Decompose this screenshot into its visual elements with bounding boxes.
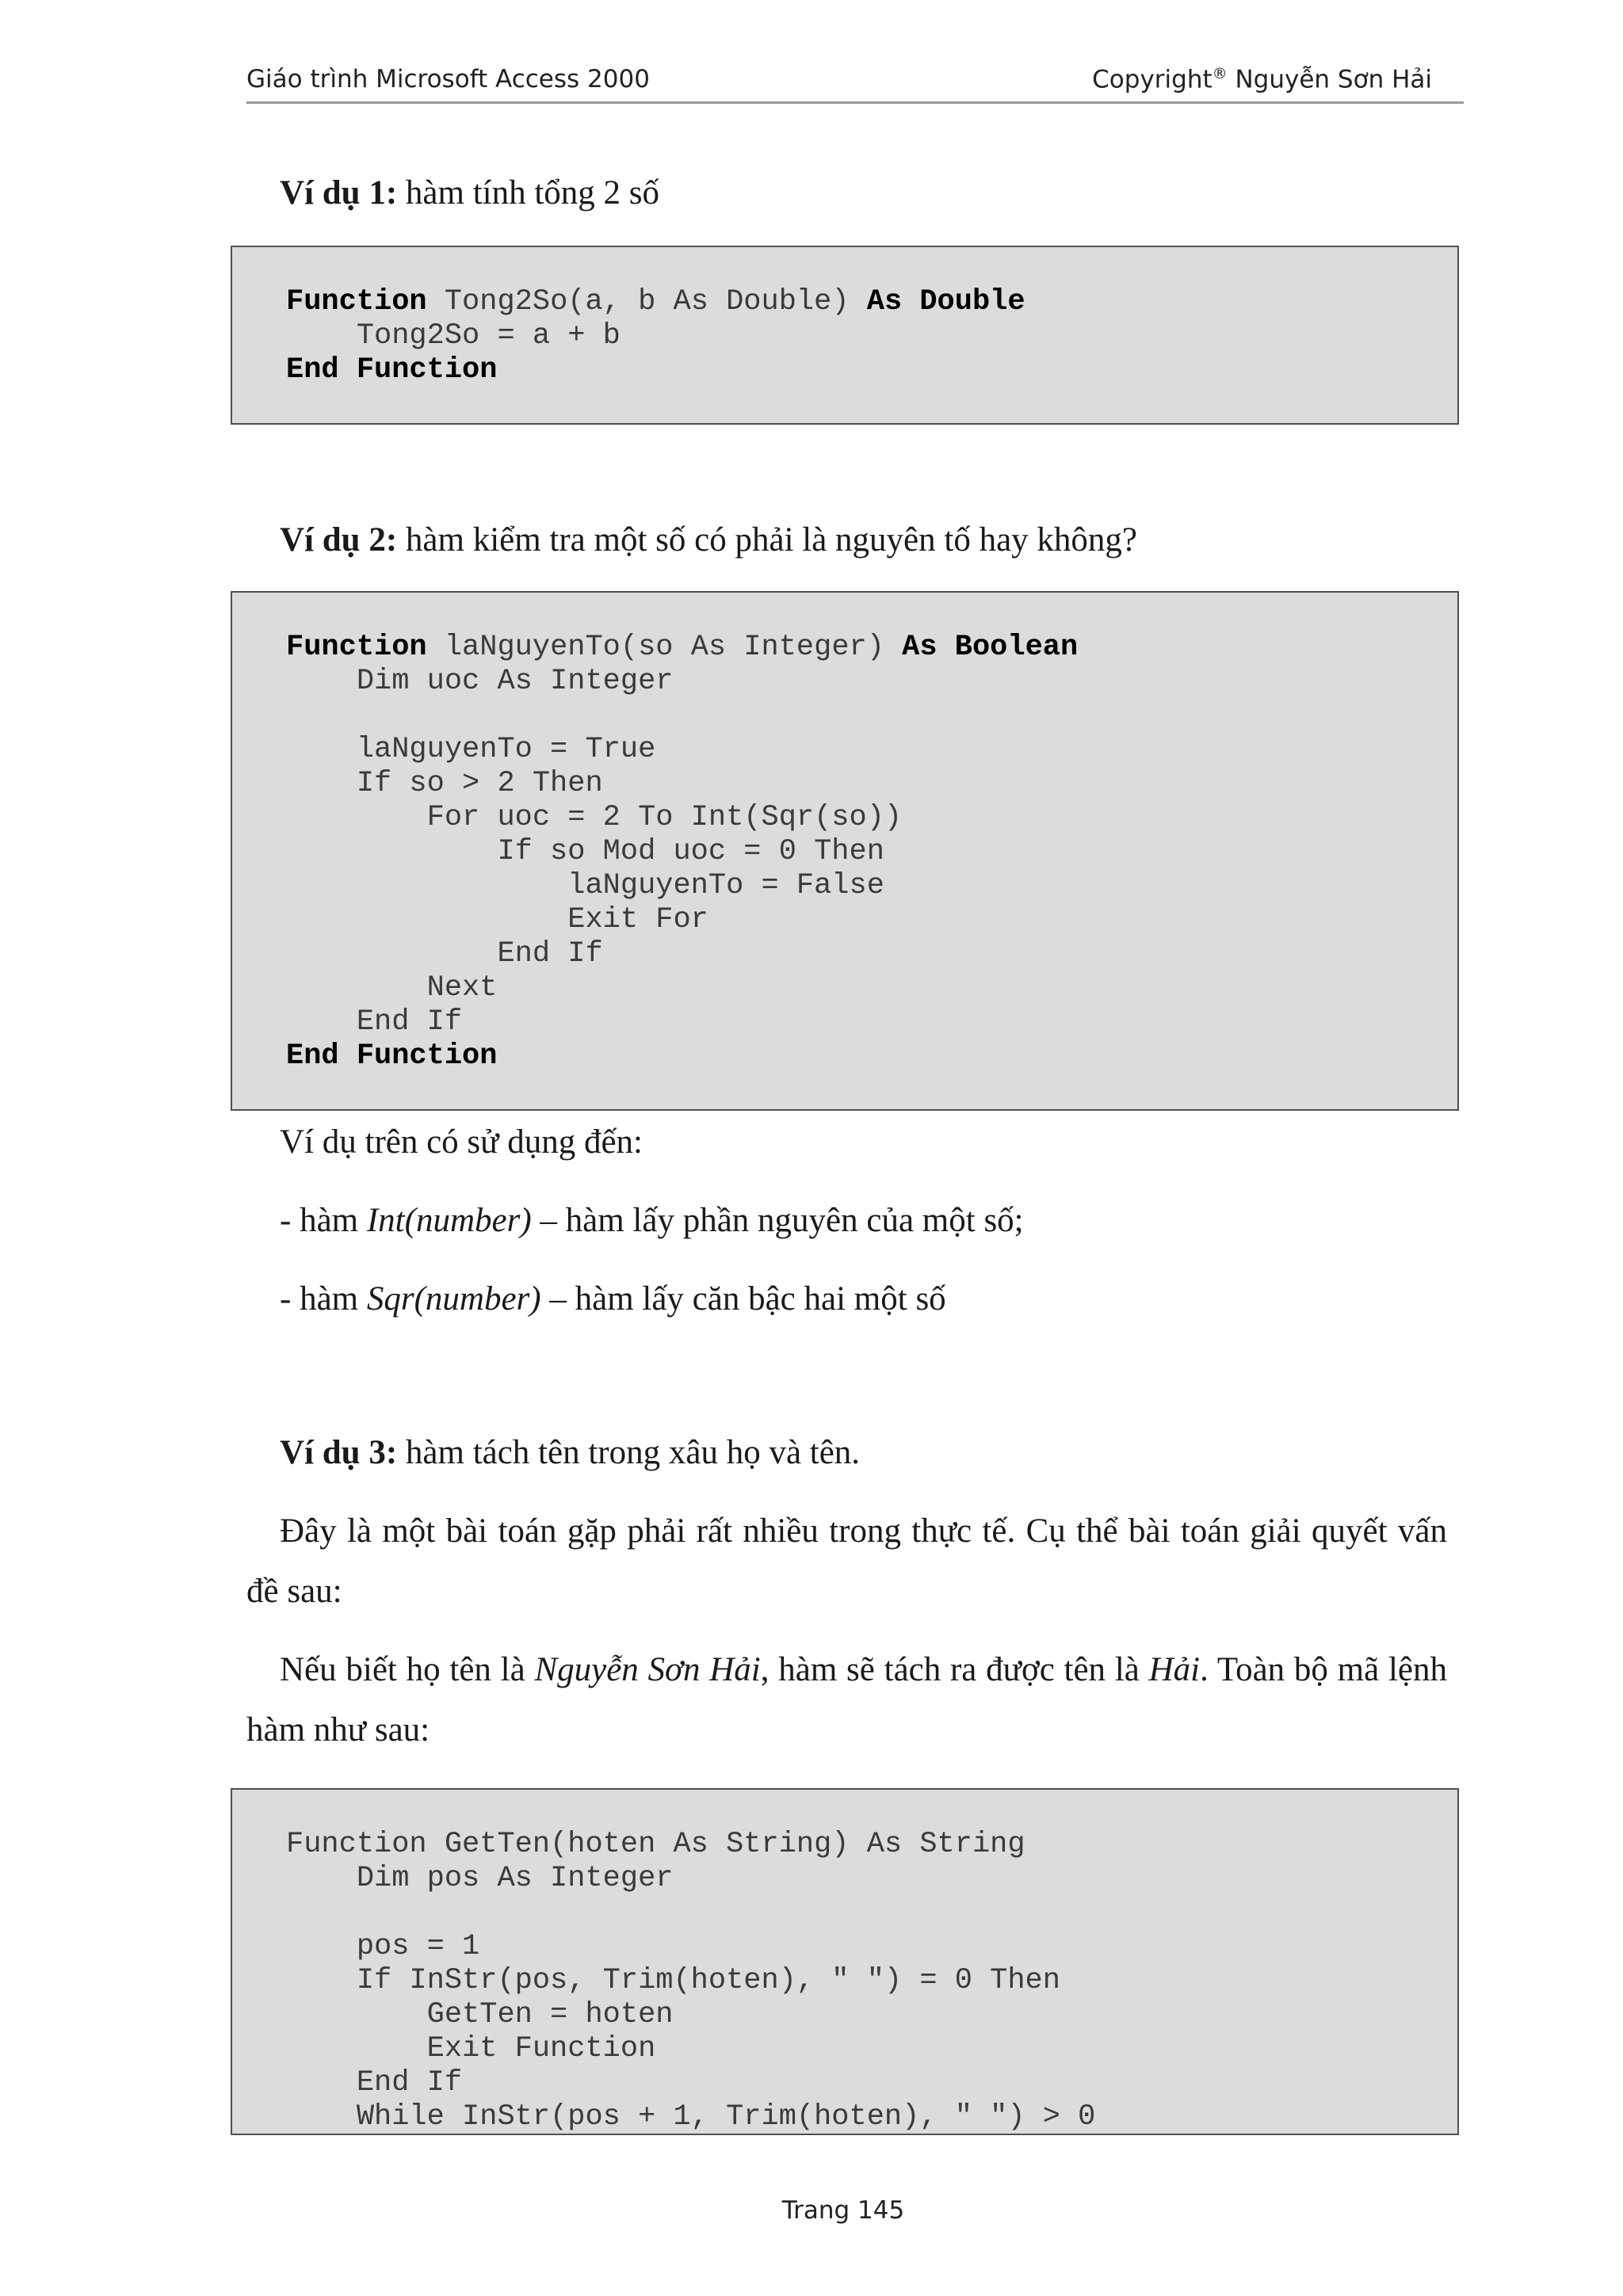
code-line: End If <box>286 1005 463 1039</box>
code-line: Function GetTen(hoten As String) As String <box>286 1828 1025 1861</box>
code-line <box>286 1896 1457 1930</box>
example2-code-block <box>231 591 1459 1111</box>
header-copyright: Copyright® Nguyễn Sơn Hải <box>1092 65 1432 94</box>
code-line: Exit Function <box>286 2032 656 2065</box>
code-line: Next <box>286 971 498 1005</box>
example1-heading: Ví dụ 1: hàm tính tổng 2 số <box>280 174 660 212</box>
example3-paragraph-2: Nếu biết họ tên là Nguyễn Sơn Hải, hàm sẽ tách ra được tên là Hải. Toàn bộ mã lệnh hàm như sau: <box>246 1651 1448 1749</box>
code-line: If so > 2 Then <box>286 767 603 800</box>
code-line: Tong2So = a + b <box>286 319 621 353</box>
code-line: Exit For <box>286 903 708 936</box>
code-line: End If <box>286 937 603 971</box>
example3-paragraph-1: Đây là một bài toán gặp phải rất nhiều trong thực tế. Cụ thể bài toán giải quyết vấn đề sau: <box>246 1512 1447 1610</box>
code-line: End If <box>286 2066 463 2100</box>
code-line: End Function <box>286 1039 498 1073</box>
code-line <box>286 699 1457 733</box>
code-line: pos = 1 <box>286 1930 480 1963</box>
code-line: Dim uoc As Integer <box>286 665 674 698</box>
code-line: If InStr(pos, Trim(hoten), " ") = 0 Then <box>286 1964 1060 1997</box>
example2-heading: Ví dụ 2: hàm kiểm tra một số có phải là nguyên tố hay không? <box>280 521 1137 559</box>
page-number: Trang 145 <box>781 2196 905 2225</box>
note-sqr-function: - hàm Sqr(number) – hàm lấy căn bậc hai một số <box>280 1280 946 1318</box>
header-book-title: Giáo trình Microsoft Access 2000 <box>246 65 650 93</box>
example3-code-block <box>231 1788 1459 2135</box>
code-line: While InStr(pos + 1, Trim(hoten), " ") > 0 <box>286 2100 1096 2134</box>
code-line: If so Mod uoc = 0 Then <box>286 835 884 868</box>
code-line: laNguyenTo = False <box>286 869 884 902</box>
notes-intro: Ví dụ trên có sử dụng đến: <box>280 1123 643 1161</box>
code-line: GetTen = hoten <box>286 1998 674 2031</box>
example1-code-block <box>231 246 1459 425</box>
example3-heading: Ví dụ 3: hàm tách tên trong xâu họ và tên. <box>280 1434 861 1471</box>
code-line: Dim pos As Integer <box>286 1862 674 1895</box>
code-line: Function Tong2So(a, b As Double) As Double <box>286 285 1025 318</box>
note-int-function: - hàm Int(number) – hàm lấy phần nguyên của một số; <box>280 1202 1024 1239</box>
code-line: For uoc = 2 To Int(Sqr(so)) <box>286 801 903 834</box>
code-line: End Function <box>286 353 498 387</box>
page-header <box>246 62 1464 104</box>
code-line: laNguyenTo = True <box>286 733 656 766</box>
code-line: Function laNguyenTo(so As Integer) As Boolean <box>286 631 1079 664</box>
